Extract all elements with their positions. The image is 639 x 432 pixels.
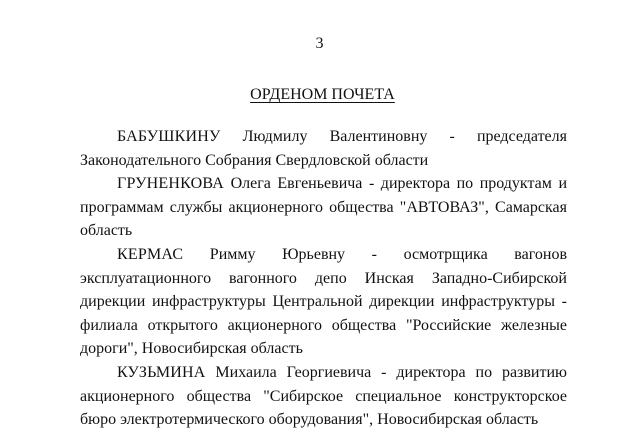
award-entry-kuzmin bbox=[80, 361, 567, 432]
entry-details: Михаила Георгиевича - директора по развитию акционерного общества "Сибирское специальное конструкторское бюро электротермического оборудования", Новосибирская область bbox=[80, 363, 568, 429]
page-number: 3 bbox=[315, 35, 324, 52]
award-entry-kermas bbox=[80, 243, 567, 361]
entry-details: Людмилу Валентиновну - председателя Законодательного Собрания Свердловской области bbox=[80, 128, 567, 169]
entry-surname: КЕРМАС bbox=[117, 245, 184, 263]
entry-details: Олега Евгеньевича - директора по продуктам и программам службы акционерного общества "АВТОВАЗ", Самарская область bbox=[80, 175, 568, 240]
entry-surname: БАБУШКИНУ bbox=[117, 128, 221, 145]
entry-surname: КУЗЬМИНА bbox=[117, 363, 206, 381]
entry-surname: ГРУНЕНКОВА bbox=[117, 175, 225, 193]
award-entry-babushkina bbox=[80, 125, 567, 172]
section-title bbox=[0, 85, 639, 105]
entry-details: Римму Юрьевну - осмотрщика вагонов эксплуатационного вагонного депо Инская Западно-Сибирской дирекции инфраструктуры Центральной дирекции инфраструктуры - филиала открытого акционерного общества "Российские железные дороги", Новосибирская область bbox=[80, 245, 568, 358]
award-list bbox=[80, 125, 567, 432]
award-entry-grunenkov bbox=[80, 172, 567, 243]
section-title-text: ОРДЕНОМ ПОЧЕТА bbox=[250, 86, 395, 103]
